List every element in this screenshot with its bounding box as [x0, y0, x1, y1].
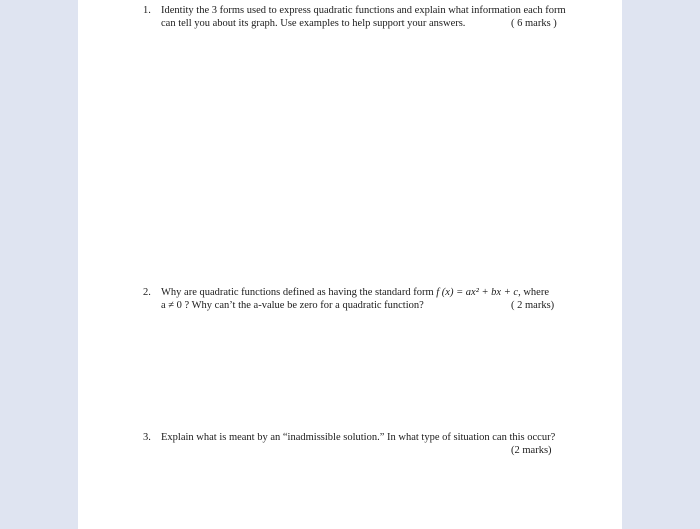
quadratic-formula: f (x) = ax² + bx + c: [436, 287, 519, 298]
question-text-line-2: can tell you about its graph. Use examples to help support your answers.: [161, 18, 466, 29]
marks-label: ( 6 marks ): [511, 18, 557, 29]
question-number: 3.: [143, 432, 151, 443]
question-text-line-1: Identity the 3 forms used to express quadratic functions and explain what information each form: [161, 5, 566, 16]
document-page: [78, 0, 622, 529]
question-text-tail: , where: [518, 287, 549, 298]
question-text: Why are quadratic functions defined as having the standard form: [161, 287, 437, 298]
question-text-line-2: a ≠ 0 ? Why can’t the a-value be zero for a quadratic function?: [161, 300, 424, 311]
question-number: 2.: [143, 287, 151, 298]
question-text-line-1: [161, 286, 549, 299]
marks-label: ( 2 marks): [511, 300, 555, 311]
question-number: 1.: [143, 5, 151, 16]
question-text-line-1: Explain what is meant by an “inadmissible solution.” In what type of situation can this occur?: [161, 432, 556, 443]
marks-label: (2 marks): [511, 445, 552, 456]
